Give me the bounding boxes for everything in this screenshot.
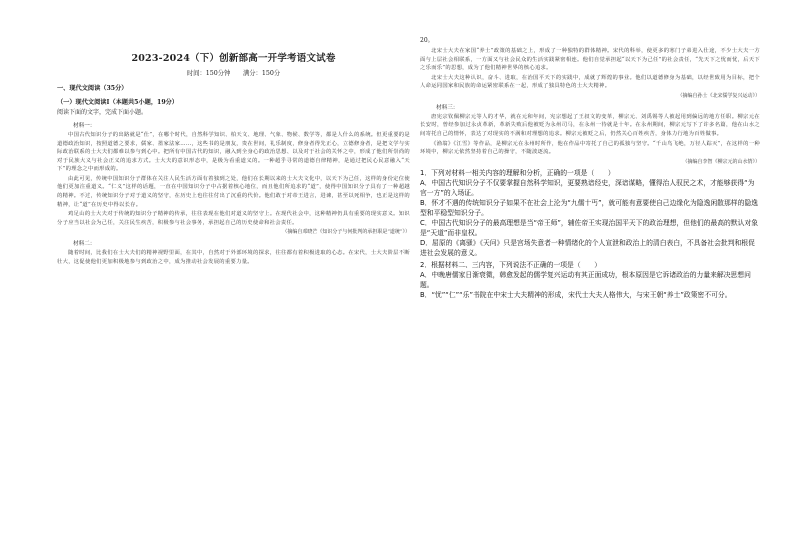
question-2-option-a: A．中晚唐儒家日渐衰微，韩愈发起的儒学复兴运动有其正面成功，根本原因是它诉诸政治的力量来解决思想问题。 [420, 271, 751, 290]
subsection-heading: （一）现代文阅读Ⅰ（本题共5小题，19分） [57, 99, 178, 106]
question-2-stem: 2．根据材料二、三内容，下列说法不正确的一项是（ ） [420, 261, 602, 270]
section-heading: 一、现代文阅读（35分） [57, 85, 128, 92]
material-3-paragraph: 《渔翁》《江雪》等作品，是柳宗元在永州时所作，他在作品中寄托了自己的孤独与坚守。“千山鸟飞绝，万径人踪灭”，在这样的一种环境中，柳宗元依然坚持着自己的操守，不随波逐流。 [420, 140, 760, 156]
exam-meta: 时间：150分钟 满分：150分 [186, 70, 281, 77]
material-1-paragraph: 鸡足山的士大夫对于传统的知识分子精神的传承，往往表现在他们对道义的坚守上。在现代社会中，这种精神仍具有重要的现实意义。知识分子应当以社会为己任，关注民生疾苦，积极参与社会事务，承担起自己的历史使命和社会责任。 [57, 211, 410, 226]
question-1-stem: 1．下列对材料一相关内容的理解和分析，正确的一项是（ ） [420, 168, 615, 177]
material-3-label: 材料三： [436, 104, 459, 111]
material-2-label: 材料二： [73, 241, 96, 248]
material-2-paragraph: 随着时间，比我们在士大夫们的精神视野里面，在其中，自然对于外部环境的探求，往往都有着积极进取的心态。在宋代，士大夫阶层不断壮大，这促使他们更加积极地参与到政治之中，成为推动社会发展的重要力量。 [57, 250, 410, 265]
material-2-paragraph: 北宋士大夫在家国“养士”政策的基础之上，形成了一种独特的群体精神。宋代的科举，使更多的寒门子弟进入仕途，不少士大夫一方面与上层社会相联系，一方面又与社会民众的生活实践紧密相连。他们自觉承担起“以天下为己任”的社会责任，“先天下之忧而忧，后天下之乐而乐”的思想，成为了他们精神世界的核心追求。 [420, 48, 760, 72]
question-1-option-d: D．屈原的《离骚》《天问》只是宫场失意者一种情绪化的个人宣泄和政治上的清白表白，不具备社会批判和根促进社会发展的意义。 [420, 239, 755, 258]
question-1-option-a: A．中国古代知识分子不仅要掌握自然科学知识，更要熟谙经史，深谙谋略，懂得治人驭民之术，才能够获得“为官一方”的入场证。 [420, 178, 755, 197]
question-2-option-b: B．“忧”“仁”“乐”书院在中宋士大夫精神的形成，宋代士大夫人格伟大，与宋王朝“养士”政策密不可分。 [420, 291, 732, 300]
material-2-source: （摘编自孙士《北宋儒学复兴运动》） [677, 92, 760, 99]
material-2-paragraph: 北宋士大夫这种认识，奋斗、进取，在治国平天下的实践中，成就了辉煌的事业。他们以道德修身为基础，以经世致用为目标，把个人命运同国家和民族的命运紧密联系在一起，形成了独具特色的士大夫精神。 [420, 74, 760, 90]
material-3-source: （摘编自李智《柳宗元的山水情》） [682, 158, 760, 165]
material-1-paragraph: 由此可见，传统中国知识分子群体在关注人民生活方面有着独到之处，他们在长期以来的士大夫文化中，以天下为己任，这样的身份定位使他们更加注重道义。“仁义”这样的话题，一直在中国知识分子中占据着核心地位，而且他们所追求的“道”，使得中国知识分子具有了一种超越的精神。不过，传统知识分子对于道义的坚守，在历史上也往往付出了沉重的代价。他们敢于对帝王进言，进谏，甚至以死相争，也正是这样的精神，让“道”在历史中得以长存。 [57, 175, 410, 208]
material-3-paragraph: 唐宪宗钦佩柳宗元等人的才华，就在元和年间，宪宗想起了王叔文的变革，柳宗元、刘禹锡等人被起用到偏远的地方任职。柳宗元在长安时，曾经参加过永贞革新，革新失败后他被贬为永州司马，在永州一待就是十年。在永州期间，柳宗元写下了许多名篇，他在山水之间寄托自己的情怀，表达了对现实的不满和对理想的追求。柳宗元被贬之后，仍然关心百姓疾苦，身体力行地为百姓做事。 [420, 113, 760, 138]
material-1-paragraph: 中国古代知识分子的出路就是“仕”，在哪个时代，自然科学知识、柏天文、地理、气象、物候、数学等，都是人什么的系统。但更重要的是道德政治知识，按照道德之要求，儒家、墨家法家……，这些书的是朋友，贵在世间，礼乐制度，修身者得先正心，立德修身者，是把文学与实际政治联系的士大夫们都难以参与到心中。把所有中国古代的知识，融入到全身心的政治思想、以及对于社会的关怀之中，形成了他们所崇尚的对于民族大义与社会正义的追求方式。士大夫的意识形态中，是极为看重道义的。一种超乎寻常的道德自律精神，是通过把民心民意融入“天下”的理念之中而形成的。 [57, 132, 410, 173]
instruction: 阅读下面的文字，完成下面小题。 [57, 109, 148, 116]
left-column [57, 36, 410, 268]
right-column [420, 36, 760, 300]
question-1-option-b: B．怀才不遇的传统知识分子如果不在社会上沦为“九儒十丐”，就可能有意要使自己边缘化为隐逸闲散那样的隐逸型和平稳型知识分子。 [420, 198, 758, 217]
material-1-label: 材料一： [73, 123, 96, 129]
exam-title: 2023-2024（下）创新部高一开学考语文试卷 [131, 53, 336, 64]
continued-fragment: 20。 [420, 37, 434, 44]
question-1-option-c: C．中国古代知识分子的最高理想是当“帝王师”，辅佐帝王实现治国平天下的政治理想，但他们的最高的默认对象是“天道”而非皇权。 [420, 219, 759, 238]
material-1-source: （摘编自邓晓芒《知识分子与何批判的承担职是“道统”》） [282, 229, 410, 236]
